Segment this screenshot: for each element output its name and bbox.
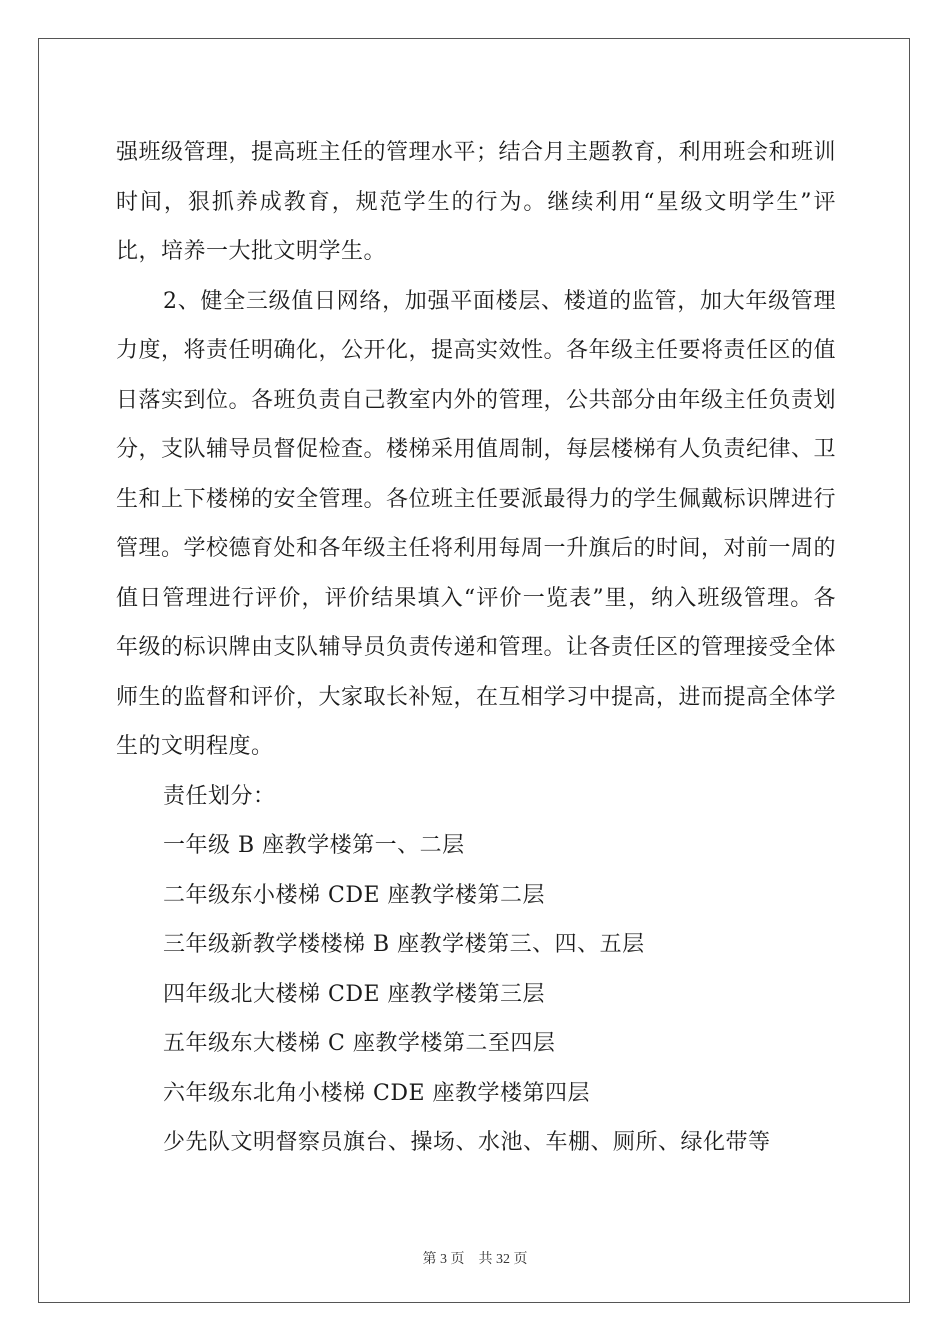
responsibility-heading: 责任划分： (163, 783, 276, 809)
list-item: 三年级新教学楼楼梯 B 座教学楼第三、四、五层 (163, 932, 645, 957)
page-number: 第 3 页 (422, 1252, 465, 1267)
list-item: 少先队文明督察员旗台、操场、水池、车棚、厕所、绿化带等 (163, 1130, 771, 1155)
paragraph-class-management: 强班级管理，提高班主任的管理水平；结合月主题教育，利用班会和班训时间，狠抓养成教育，规范学生的行为。继续利用“星级文明学生”评比，培养一大批文明学生。 (116, 140, 837, 264)
document-body (116, 128, 836, 1168)
list-item: 六年级东北角小楼梯 CDE 座教学楼第四层 (163, 1080, 591, 1106)
page-footer (0, 1248, 950, 1268)
list-item: 五年级东大楼梯 C 座教学楼第二至四层 (163, 1031, 556, 1056)
list-item: 二年级东小楼梯 CDE 座教学楼第二层 (163, 882, 546, 908)
responsibility-list (116, 821, 836, 1168)
paragraph-duty-network: 2、健全三级值日网络，加强平面楼层、楼道的监管，加大年级管理力度，将责任明确化，公开化，提高实效性。各年级主任要将责任区的值日落实到位。各班负责自己教室内外的管理，公共部分由年级主任负责划分，支队辅导员督促检查。楼梯采用值周制，每层楼梯有人负责纪律、卫生和上下楼梯的安全管理。各位班主任要派最得力的学生佩戴标识牌进行管理。学校德育处和各年级主任将利用每周一升旗后的时间，对前一周的值日管理进行评价，评价结果填入“评价一览表”里，纳入班级管理。各年级的标识牌由支队辅导员负责传递和管理。让各责任区的管理接受全体师生的监督和评价，大家取长补短，在互相学习中提高，进而提高全体学生的文明程度。 (116, 288, 837, 759)
total-pages: 共 32 页 (478, 1252, 528, 1267)
list-item: 四年级北大楼梯 CDE 座教学楼第三层 (163, 981, 546, 1007)
list-item: 一年级 B 座教学楼第一、二层 (163, 833, 465, 858)
